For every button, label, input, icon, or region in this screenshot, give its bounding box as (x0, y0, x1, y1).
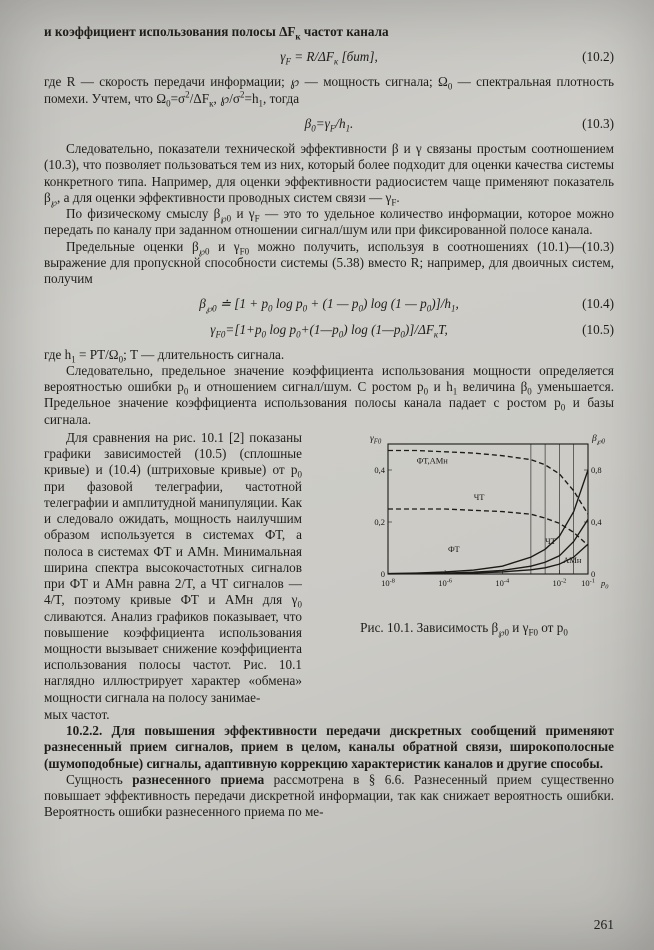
svg-text:p0: $p_0$ (601, 577, 609, 591)
paragraph-tail: мых частот. (44, 706, 110, 722)
svg-text:10-6: $10^{-6}$ (438, 577, 452, 588)
svg-text:10-2: $10^{-2}$ (552, 577, 567, 588)
equation-10-3-number: (10.3) (582, 115, 614, 131)
svg-text:10-8: $10^{-8}$ (381, 577, 395, 588)
svg-text:ЧТ: ЧТ (545, 536, 556, 547)
figure-10-1 (314, 430, 614, 706)
equation-10-5 (44, 322, 614, 338)
svg-text:γF0: $\gamma_{F0}$ (370, 433, 382, 446)
equation-10-5-body: $\gamma_{F0}=[1+p_0$ $\log p_0+(1—p_0)$ $\log (1—p_0)]/\Delta F_кT$, (210, 321, 448, 340)
svg-text:0: 0 (380, 568, 385, 579)
paragraph-opening: и коэффициент использования полосы $\Delta F_к$ частот канала (44, 24, 389, 42)
svg-text:0,2: 0,2 (374, 516, 385, 527)
svg-text:0: 0 (591, 568, 596, 579)
equation-10-2-body: $\gamma_F = R/\Delta F_к$ [бит], (280, 49, 378, 67)
equation-10-4-body: $\beta_{℘0}$ ≐ [$1 + p_0$ $\log p_0 + (1$ — $p_0$) log (1 — $p_0)]/h_1$, (199, 296, 459, 314)
paragraph-comparison: Для сравнения на рис. 10.1 [2] показаны графики зависимостей (10.5) (сплошные кривые) и (10.4) (штриховые кривые) от $p_0$ при фазовой телеграфии, частотной телеграфии и амплитудной манипуляции. Как и следовало ожидать, мощность наилучшим образом используется в системах ФТ, а полоса в системах ФТ и АМн. Минимальная ширина спектра высокочастотных сигналов при ФТ и АМн равна 2/T, а ЧТ сигналов — 4/T, поэтому кривые ФТ и АМн для $\gamma_0$ сливаются. Анализ графиков показывает, что повышение коэффициента использования мощности вызывает снижение коэффициента использования полосы частот. Рис. 10.1 наглядно иллюстрирует характер «обмена» мощности сигнала на полосу занимае- (44, 429, 302, 705)
paragraph-essence: Сущность разнесенного приема рассмотрена в § 6.6. Разнесенный прием существенно повышает эффективность передачи дискретной информации, так как снижает вероятность ошибки. Вероятность ошибки разнесенного приема по ме- (44, 771, 614, 820)
paragraph-where-1: где R — скорость передачи информации; ℘ — мощность сигнала; $\Omega_0$ — спектральная плотность помехи. Учтем, что $\Omega_0=\sigma^2/\Delta F_к$, $℘/\sigma^2=h_1$, тогда (44, 74, 614, 109)
equation-10-2-number: (10.2) (582, 49, 614, 65)
paragraph-physical: По физическому смыслу $\beta_{℘0}$ и $\gamma_F$ — это то удельное количество информации, которое можно передать по каналу при заданном отношении сигнал/шум или при фиксированной полосе канала. (44, 206, 614, 238)
paragraph-limits: Предельные оценки $\beta_{℘0}$ и $\gamma_{F0}$ можно получить, используя в соотношениях (10.1)—(10.3) выражение для пропускной способности системы (5.38) вместо R; например, для двоичных систем, получим (44, 238, 614, 287)
paragraph-following: Следовательно, показатели технической эффективности β и γ связаны простым соотношением (10.3), что позволяет пользоваться тем из них, который более подходит для оценки качества системы конкретного типа. Например, для оценки эффективности радиосистем чаще применяют показатель $\beta_℘$, а для оценки эффективности проводных систем связи — $\gamma_F$. (44, 141, 614, 208)
svg-text:ЧТ: ЧТ (473, 491, 485, 502)
paragraph-where-2: где $h_1 = PT/\Omega_0$; T — длительность сигнала. (44, 346, 285, 365)
svg-text:ФТ: ФТ (448, 543, 460, 554)
paragraph-consequently: Следовательно, предельное значение коэффициента использования мощности определяется вероятностью ошибки $p_0$ и отношением сигнал/шум. С ростом $p_0$ и $h_1$ величина $\beta_0$ уменьшается. Предельное значение коэффициента использования полосы канала падает с ростом $p_0$ и базы сигнала. (44, 362, 615, 427)
paragraph-10-2-2: 10.2.2. Для повышения эффективности передачи дискретных сообщений применяют разнесенный прием сигналов, прием в целом, каналы обратной связи, широкополосные (шумоподобные) сигналы, адаптивную коррекцию характеристик каналов и другие способы. (44, 723, 614, 771)
svg-text:β℘0: $\beta_{℘0}$ (592, 433, 605, 446)
svg-text:0,4: 0,4 (374, 464, 385, 475)
equation-10-4-number: (10.4) (582, 296, 614, 312)
two-column-section (44, 430, 614, 706)
svg-text:0,8: 0,8 (591, 464, 602, 475)
equation-10-2 (44, 49, 614, 65)
figure-caption: Рис. 10.1. Зависимость $\beta_{℘0}$ и $\gamma_{F0}$ от $p_0$ (360, 619, 568, 638)
equation-10-3 (44, 116, 614, 132)
svg-text:10-4: $10^{-4}$ (495, 577, 510, 588)
chart-figure-10-1 (362, 432, 612, 604)
equation-10-4 (44, 296, 614, 312)
equation-10-5-number: (10.5) (582, 321, 614, 337)
svg-text:ФТ,АМн: ФТ,АМн (416, 455, 448, 466)
svg-text:10-1: $10^{-1}$ (581, 577, 595, 588)
svg-text:0,4: 0,4 (591, 516, 602, 527)
svg-text:АМн: АМн (563, 555, 582, 566)
page-number: 261 (593, 917, 614, 933)
equation-10-3-body: $\beta_0=\gamma_F/h_1$. (304, 115, 354, 134)
